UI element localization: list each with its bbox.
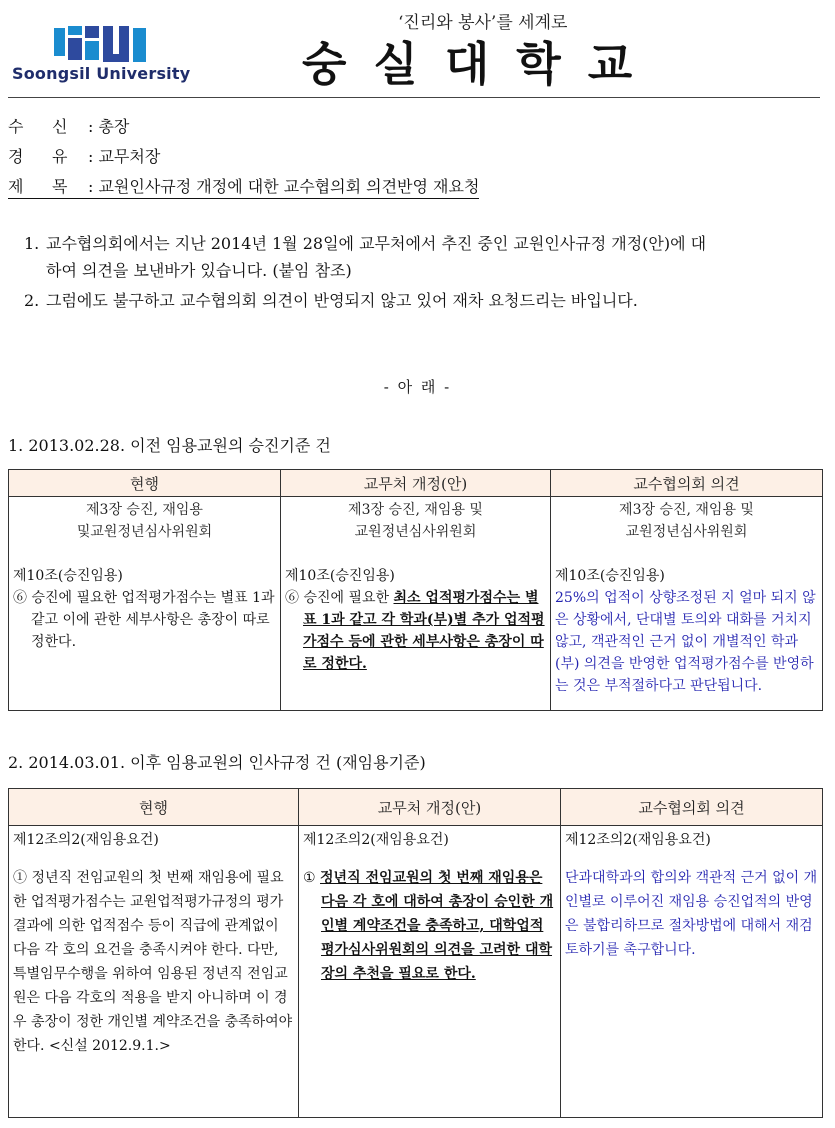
university-logo-icon (52, 24, 150, 64)
current-rule-cell: 제12조의2(재임용요건) ① 정년직 전임교원의 첫 번째 재임용에 필요한 업적평가점수는 교원업적평가규정의 평가결과에 의한 업적점수 등이 직급에 관계없이 다음 각 호의 요건을 충족시켜야 한다. 다만, 특별임무수행을 위하여 임용된 정년직 전임교원은 다음 각호의 적용을 받지 아니하며 이 경우 총장이 정한 개인별 계약조건을 충족하여야 한다. <신설 2012.9.1.> (9, 826, 299, 1118)
section-2-title: 2. 2014.03.01. 이후 임용교원의 인사규정 건 (재임용기준) (8, 753, 426, 772)
section-1-title: 1. 2013.02.28. 이전 임용교원의 승진기준 건 (8, 436, 331, 455)
section-2-table (8, 788, 823, 1118)
university-name: 숭실대학교 (302, 37, 660, 91)
header-opinion: 교수협의회 의견 (551, 470, 823, 497)
current-rule-cell: 제3장 승진, 재임용 및교원정년심사위원회 제10조(승진임용) ⑥ 승진에 필요한 업적평가점수는 별표 1과 같고 이에 관한 세부사항은 총장이 따로 정한다. (9, 497, 281, 711)
header-divider (8, 97, 820, 98)
paragraph-2: 2. 그럼에도 불구하고 교수협의회 의견이 반영되지 않고 있어 재차 요청드리는 바입니다. (24, 291, 638, 310)
memo-recipient: 수 신 : 총장 (8, 117, 130, 136)
memo-via: 경 유 : 교무처장 (8, 147, 161, 166)
paragraph-1: 1. 교수협의회에서는 지난 2014년 1월 28일에 교무처에서 추진 중인 교원인사규정 개정(안)에 대 하여 의견을 보낸바가 있습니다. (붙임 참조) (24, 234, 707, 280)
memo-subject: 제 목 : 교원인사규정 개정에 대한 교수협의회 의견반영 재요청 (8, 174, 479, 199)
proposal-rule-cell: 제12조의2(재임용요건) ① 정년직 전임교원의 첫 번째 재임용은 다음 각 호에 대하여 총장이 승인한 개인별 계약조건을 충족하고, 대학업적평가심사위원회의 의견을 고려한 대학장의 추천을 필요로 한다. (299, 826, 561, 1118)
slogan: ‘진리와 봉사’를 세계로 (398, 13, 568, 33)
header-current: 현행 (9, 789, 299, 826)
header-proposal: 교무처 개정(안) (299, 789, 561, 826)
section-1-table (8, 469, 823, 711)
header-proposal: 교무처 개정(안) (281, 470, 551, 497)
proposal-rule-cell: 제3장 승진, 재임용 및 교원정년심사위원회 제10조(승진임용) ⑥ 승진에 필요한 최소 업적평가점수는 별표 1과 같고 각 학과(부)별 추가 업적평가점수 등에 관한 세부사항은 총장이 따로 정한다. (281, 497, 551, 711)
header-current: 현행 (9, 470, 281, 497)
logo-text: Soongsil University (12, 64, 191, 83)
opinion-cell: 제12조의2(재임용요건) 단과대학과의 합의와 객관적 근거 없이 개인별로 이루어진 재임용 승진업적의 반영은 불합리하므로 절차방법에 대해서 재검토하기를 촉구합니다. (561, 826, 823, 1118)
header-opinion: 교수협의회 의견 (561, 789, 823, 826)
notice-heading: - 아 래 - (383, 378, 452, 396)
opinion-cell: 제3장 승진, 재임용 및 교원정년심사위원회 제10조(승진임용) 25%의 업적이 상향조정된 지 얼마 되지 않은 상황에서, 단대별 토의와 대화를 거치지 않고, 객관적인 근거 없이 개별적인 학과(부) 의견을 반영한 업적평가점수를 반영하는 것은 부적절하다고 판단됩니다. (551, 497, 823, 711)
